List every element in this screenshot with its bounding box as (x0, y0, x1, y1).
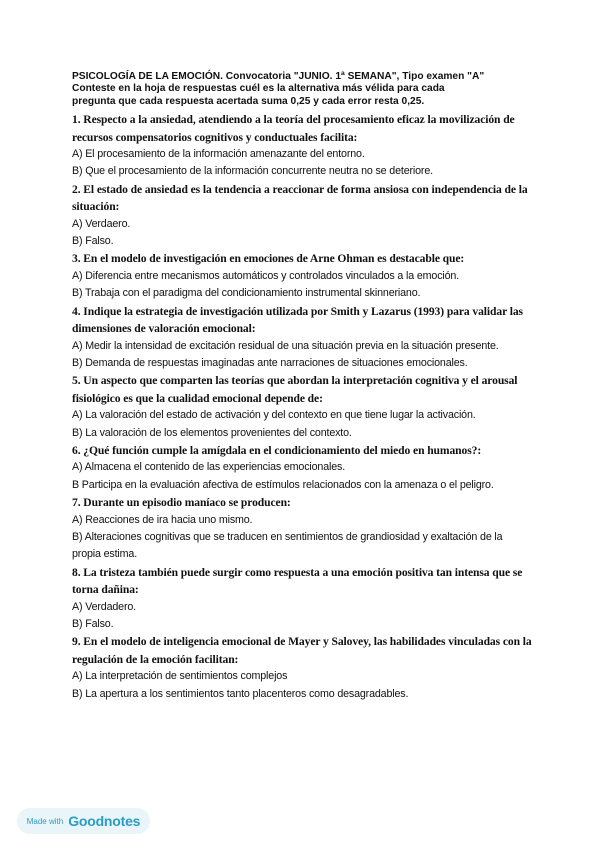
exam-header (72, 71, 532, 108)
badge-brand: Goodnotes (68, 813, 141, 829)
option-b: B Participa en la evaluación afectiva de estímulos relacionados con la amenaza o el peligro. (72, 478, 494, 491)
option-b: B) Demanda de respuestas imaginadas ante narraciones de situaciones emocionales. (72, 356, 468, 369)
option-a: A) Verdadero. (72, 600, 136, 613)
option-b: B) Falso. (72, 618, 114, 630)
question-6 (72, 442, 532, 494)
question-text: 9. En el modelo de inteligencia emocional de Mayer y Salovey, las habilidades vinculadas con la regulación de la emoción facilitan: (72, 635, 532, 666)
exam-page (72, 71, 532, 703)
goodnotes-badge (17, 808, 150, 834)
option-a: A) La interpretación de sentimientos complejos (72, 670, 288, 683)
question-text: 7. Durante un episodio maníaco se producen: (72, 496, 291, 510)
option-b: B) Alteraciones cognitivas que se traducen en sentimientos de grandiosidad y exaltación de la propia estima. (72, 530, 503, 561)
question-2 (72, 181, 532, 251)
question-3 (72, 250, 532, 302)
question-text: 3. En el modelo de investigación en emociones de Arne Ohman es destacable que: (72, 252, 465, 266)
option-a: A) Verdaero. (72, 217, 131, 230)
question-1 (72, 111, 532, 181)
question-5 (72, 372, 532, 442)
option-a: A) Reacciones de ira hacia uno mismo. (72, 513, 253, 526)
question-text: 4. Indique la estrategia de investigación utilizada por Smith y Lazarus (1993) para validar las dimensiones de valoración emocional: (72, 304, 523, 336)
option-b: B) La apertura a los sentimientos tanto placenteros como desagradables. (72, 687, 409, 700)
exam-header-line: Conteste en la hoja de respuestas cuél es la alternativa más vélida para cada (72, 83, 445, 95)
option-a: A) El procesamiento de la información amenazante del entorno. (72, 148, 365, 161)
option-a: A) Almacena el contenido de las experiencias emocionales. (72, 461, 346, 474)
question-4 (72, 303, 532, 373)
option-a: A) Medir la intensidad de excitación residual de una situación previa en la situación presente. (72, 339, 499, 352)
option-b: B) Trabaja con el paradigma del condicionamiento instrumental skinneriano. (72, 287, 421, 300)
exam-header-line: PSICOLOGÍA DE LA EMOCIÓN. Convocatoria "JUNIO. 1ª SEMANA", Tipo examen "A" (72, 71, 485, 82)
question-8 (72, 564, 532, 634)
badge-prefix: Made with (26, 816, 64, 826)
question-9 (72, 633, 532, 703)
question-text: 2. El estado de ansiedad es la tendencia a reaccionar de forma ansiosa con independencia de la situación: (72, 182, 528, 214)
option-b: B) Falso. (72, 235, 114, 248)
option-b: B) La valoración de los elementos provenientes del contexto. (72, 426, 352, 439)
question-text: 5. Un aspecto que comparten las teorías que abordan la interpretación cognitiva y el arousal fisiológico es que la cualidad emocional depende de: (72, 374, 518, 405)
option-b: B) Que el procesamiento de la información concurrente neutra no se deteriore. (72, 165, 433, 178)
question-text: 1. Respecto a la ansiedad, atendiendo a la teoría del procesamiento eficaz la movilización de recursos compensatorios cognitivos y conductuales facilita: (72, 113, 515, 144)
option-a: A) La valoración del estado de activación y del contexto en que tiene lugar la activación. (72, 409, 476, 422)
question-text: 8. La tristeza también puede surgir como respuesta a una emoción positiva tan intensa que se torna dañina: (72, 565, 523, 597)
exam-header-line: pregunta que cada respuesta acertada suma 0,25 y cada error resta 0,25. (72, 95, 425, 107)
question-7 (72, 494, 532, 564)
option-a: A) Diferencia entre mecanismos automáticos y controlados vinculados a la emoción. (72, 269, 460, 282)
question-text: 6. ¿Qué función cumple la amígdala en el condicionamiento del miedo en humanos?: (72, 443, 482, 457)
